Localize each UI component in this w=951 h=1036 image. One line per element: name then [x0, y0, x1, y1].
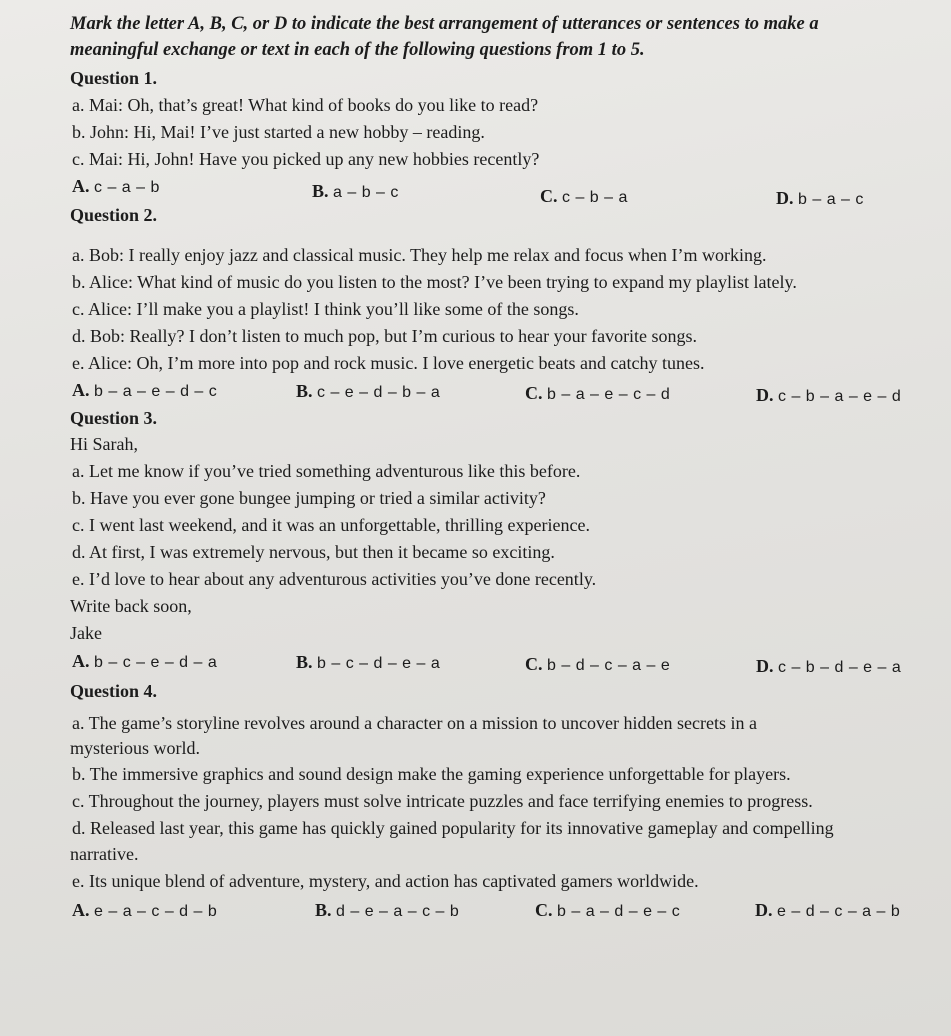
question-4-title: Question 4. — [70, 681, 158, 701]
q4-line-d: d. Released last year, this game has quickly gained popularity for its innovative gameplay and compelling — [72, 818, 834, 838]
q2-line-e: e. Alice: Oh, I’m more into pop and rock music. I love energetic beats and catchy tunes. — [72, 353, 705, 373]
q4-option-c[interactable]: C. b – a – d – e – c — [535, 900, 681, 920]
q4-line-d-cont: narrative. — [70, 844, 139, 864]
q2-line-b: b. Alice: What kind of music do you listen to the most? I’ve been trying to expand my playlist lately. — [72, 272, 797, 292]
q2-line-a: a. Bob: I really enjoy jazz and classical music. They help me relax and focus when I’m working. — [72, 245, 767, 265]
q4-option-b[interactable]: B. d – e – a – c – b — [315, 900, 460, 920]
q2-line-c: c. Alice: I’ll make you a playlist! I think you’ll like some of the songs. — [72, 299, 579, 319]
q3-option-b[interactable]: B. b – c – d – e – a — [296, 652, 441, 672]
question-3-title: Question 3. — [70, 408, 158, 428]
q3-option-d[interactable]: D. c – b – d – e – a — [756, 656, 902, 676]
q4-line-a: a. The game’s storyline revolves around a character on a mission to uncover hidden secrets in a — [72, 713, 757, 733]
instruction-line-2: meaningful exchange or text in each of the following questions from 1 to 5. — [70, 40, 645, 60]
q3-option-c[interactable]: C. b – d – c – a – e — [525, 654, 671, 674]
q2-option-a[interactable]: A. b – a – e – d – c — [72, 380, 218, 400]
q2-option-d[interactable]: D. c – b – a – e – d — [756, 385, 902, 405]
q2-option-b[interactable]: B. c – e – d – b – a — [296, 381, 441, 401]
q3-option-a[interactable]: A. b – c – e – d – a — [72, 651, 218, 671]
q1-line-c: c. Mai: Hi, John! Have you picked up any new hobbies recently? — [72, 149, 540, 169]
q4-line-b: b. The immersive graphics and sound design make the gaming experience unforgettable for players. — [72, 764, 791, 784]
q3-closing: Write back soon, — [70, 596, 192, 616]
q4-line-a-cont: mysterious world. — [70, 738, 200, 758]
q4-line-e: e. Its unique blend of adventure, mystery, and action has captivated gamers worldwide. — [72, 871, 699, 891]
q4-option-d[interactable]: D. e – d – c – a – b — [755, 900, 901, 920]
q3-line-a: a. Let me know if you’ve tried something adventurous like this before. — [72, 461, 581, 481]
q3-greeting: Hi Sarah, — [70, 434, 138, 454]
q1-option-b[interactable]: B. a – b – c — [312, 181, 399, 201]
q1-option-d[interactable]: D. b – a – c — [776, 188, 864, 208]
q2-option-c[interactable]: C. b – a – e – c – d — [525, 383, 671, 403]
instruction-line-1: Mark the letter A, B, C, or D to indicate the best arrangement of utterances or sentences to make a — [70, 14, 819, 34]
q1-line-a: a. Mai: Oh, that’s great! What kind of books do you like to read? — [72, 95, 539, 115]
q4-option-a[interactable]: A. e – a – c – d – b — [72, 900, 218, 920]
q1-option-a[interactable]: A. c – a – b — [72, 176, 160, 196]
q3-line-d: d. At first, I was extremely nervous, but then it became so exciting. — [72, 542, 555, 562]
q1-line-b: b. John: Hi, Mai! I’ve just started a new hobby – reading. — [72, 122, 485, 142]
q4-line-c: c. Throughout the journey, players must solve intricate puzzles and face terrifying enemies to progress. — [72, 791, 813, 811]
q1-option-c[interactable]: C. c – b – a — [540, 186, 628, 206]
q3-line-b: b. Have you ever gone bungee jumping or tried a similar activity? — [72, 488, 546, 508]
q3-line-c: c. I went last weekend, and it was an unforgettable, thrilling experience. — [72, 515, 590, 535]
question-2-title: Question 2. — [70, 205, 158, 225]
q3-line-e: e. I’d love to hear about any adventurous activities you’ve done recently. — [72, 569, 597, 589]
q2-line-d: d. Bob: Really? I don’t listen to much pop, but I’m curious to hear your favorite songs. — [72, 326, 698, 346]
q3-signature: Jake — [70, 623, 102, 643]
question-1-title: Question 1. — [70, 68, 158, 88]
